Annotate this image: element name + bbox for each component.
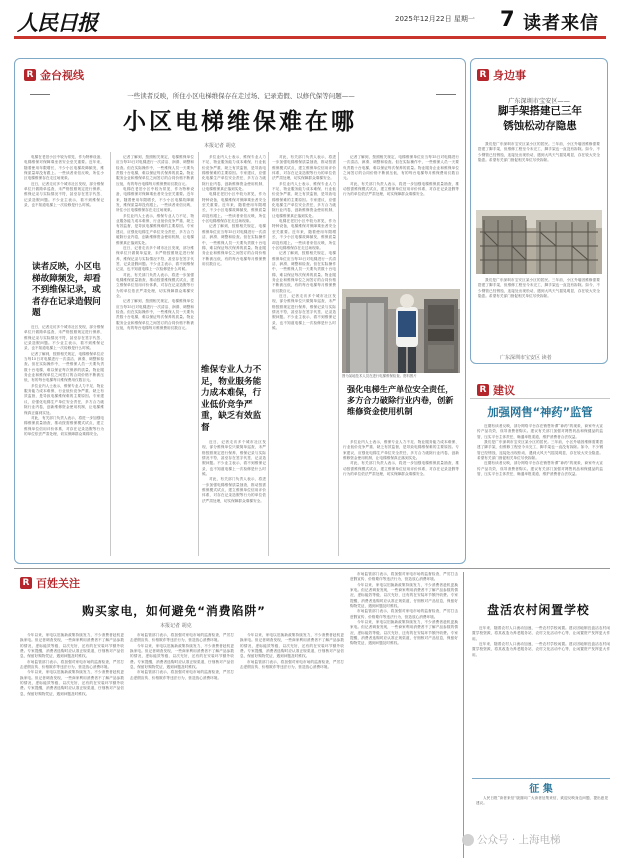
bottom-body-col2 (130, 633, 234, 858)
paragraph: 今年以来，家电以旧换新政策持续发力，不少消费者趁机更换家电。但记者调查发现，一些商家利用消费者不了解产品参数的情况，虚标能效等级、以次充好，还有的在安装环节额外收费。专家提醒，消费者选购时应认准正规渠道，仔细核对产品信息，保留好购物凭证，遇到问题及时维权。 (20, 633, 124, 659)
bottom-headline-2: 盘活农村闲置学校 (487, 603, 590, 617)
page-number: 7 (500, 7, 515, 31)
paragraph: 记者了解到，按照相关规定，电梯维保单位应当每15日对电梯进行一次清洁、润滑、调整和检查。但在实际操作中，一些维保人员一天要负责数十台电梯，难以保证每次保养的质量。物业服务企业和维保单位之间签订的合同价格不断被压低，有的每台电梯每月维保费用仅数百元。 (343, 155, 459, 181)
notice-title: 征 集 (529, 784, 553, 795)
paragraph: 近日，记者走访多个城市社区发现，部分维保单位只做简单巡查，未严格按照规定进行保养，维保记录与实际情况不符，甚至存在签字代签、记录造假问题。不少业主表示，看不到维保记录，也不知道电梯上一次检修是什么时候。 (272, 293, 336, 330)
paragraph: 近日，记者走访多个城市社区发现，部分维保单位只做简单巡查，未严格按照规定进行保养，维保记录与实际情况不符，甚至存在签字代签、记录造假问题。不少业主表示，看不到维保记录，也不知道电梯上一次检修是什么时候。 (116, 245, 194, 272)
sidebar-headline-line-1: 脚手架搭建已三年 (498, 105, 582, 117)
bottom-headline-1: 购买家电，如何避免“消费陷阱” (82, 604, 266, 618)
sidebar-column-tag (477, 67, 526, 83)
masthead (0, 0, 620, 40)
bottom-column-label: 百姓关注 (36, 577, 80, 590)
paragraph: 市场监管部门表示，将加强对家电市场的监督检查，严厉打击虚假宣传、价格欺诈等违法行为，营造放心消费环境。 (350, 572, 458, 582)
pullquote-1: 读者反映，小区电梯故障频发，却看不到维保记录，或者存在记录造假问题 (32, 262, 101, 318)
paragraph: 记者了解到，按照相关规定，电梯维保单位应当每15日对电梯进行一次清洁、润滑、调整和检查。但在实际操作中，一些维保人员一天要负责数十台电梯，难以保证每次保养的质量。物业服务企业和维保单位之间签订的合同价格不断被压低，有的每台电梯每月维保费用仅数百元。 (202, 224, 266, 266)
paragraph: 对此，有关部门负责人表示，将进一步加强电梯维保质量抽查，推动按需维保模式试点，建立维保单位信用评价体系，对存在记录造假等行为的单位依法严肃处理，切实保障群众乘梯安全。 (202, 477, 266, 503)
paragraph: 我们是广东深圳市宝安区某小区的居民。三年前，小区外墙因维修需要搭建了脚手架，但维修工程至今未完工，脚手架也一直没有拆除。如今，不少钢管已经锈蚀，连接处出现松动，遇到大风天气摇晃明显，存在较大安全隐患。希望有关部门督促相关单位尽快拆除。 (478, 278, 600, 299)
paragraph: 记者了解到，按照相关规定，电梯维保单位应当每15日对电梯进行一次清洁、润滑、调整和检查。但在实际操作中，一些维保人员一天要负责数十台电梯，难以保证每次保养的质量。物业服务企业和维保单位之间签订的合同价格不断被压低，有的每台电梯每月维保费用仅数百元。 (116, 299, 194, 330)
feature-body-col2 (116, 155, 194, 555)
sidebar-signature: 广东深圳市宝安区 读者 (500, 355, 552, 361)
paragraph: 对此，有关部门负责人表示，将进一步加强电梯维保质量抽查，推动按需维保模式试点，建立维保单位信用评价体系，对存在记录造假等行为的单位依法严肃处理，切实保障群众乘梯安全。 (272, 155, 336, 181)
bottom-column-tag (20, 575, 80, 591)
watermark (462, 832, 561, 847)
paragraph: 多位业内人士表示，维保专业人力不足、物业服务能力成本难保、行业低价竞争严重、缺乏有效监督，是导致电梯维保难的主要原因。专家建议，应强化电梯生产单位安全责任，多方合力破除行业内卷，创新维修资金使用机制，让电梯维保真正落到实处。 (202, 155, 266, 192)
section-divider (463, 572, 464, 858)
sidebar-body-top (478, 142, 600, 210)
bottom-body-right (472, 626, 610, 776)
paragraph: 多位业内人士表示，维保专业人力不足、物业服务能力成本难保、行业低价竞争严重、缺乏有效监督，是导致电梯维保难的主要原因。专家建议，应强化电梯生产单位安全责任，多方合力破除行业内卷，创新维修资金使用机制，让电梯维保真正落到实处。 (24, 383, 104, 415)
bottom-body-col1 (20, 633, 124, 858)
feature-body-col1-top (24, 155, 104, 259)
newspaper-logo: 人民日报 (17, 10, 97, 35)
column-divider (110, 152, 111, 556)
column-divider (198, 152, 199, 556)
paragraph: 近年来，随着农村人口流动加速，一些农村学校闲置。建议因地制宜盘活农村闲置学校资源，将其改造为养老服务站、农村文化活动中心等，让闲置资产发挥更大作用。 (472, 642, 610, 657)
watermark-text: 公众号 · 上海电梯 (477, 834, 561, 846)
bottom-byline-1: 本报记者 胡克 (160, 623, 192, 629)
notice-body (476, 796, 608, 830)
paragraph: 对此，有关部门负责人表示，将进一步加强电梯维保质量抽查，推动按需维保模式试点，建立维保单位信用评价体系，对存在记录造假等行为的单位依法严肃处理，切实保障群众乘梯安全。 (24, 415, 104, 436)
paragraph: 多位业内人士表示，维保专业人力不足、物业服务能力成本难保、行业低价竞争严重、缺乏有效监督，是导致电梯维保难的主要原因。专家建议，应强化电梯生产单位安全责任，多方合力破除行业内卷，创新维修资金使用机制，让电梯维保真正落到实处。 (272, 181, 336, 218)
bottom-body-col3 (240, 633, 344, 858)
section-rule (14, 568, 610, 569)
suggest-column-tag (477, 382, 515, 398)
paragraph: 市场监管部门表示，将加强对家电市场的监督检查，严厉打击虚假宣传、价格欺诈等违法行为，营造放心消费环境。 (240, 659, 344, 670)
column-icon: R (24, 69, 36, 81)
sidebar-headline-line-2: 锈蚀松动存隐患 (503, 120, 577, 132)
kicker-rule-right (436, 94, 456, 95)
column-icon: R (477, 69, 489, 81)
scaffold-photo-image (476, 210, 602, 274)
sidebar-headline (476, 104, 604, 134)
issue-date: 2025年12月22日 星期一 (395, 15, 475, 23)
photo-caption: 图为某地技术人员在进行电梯维保检查。资料图片 (342, 374, 417, 378)
page-name: 读者来信 (523, 13, 599, 34)
paragraph: 多位业内人士表示，维保专业人力不足、物业服务能力成本难保、行业低价竞争严重、缺乏有效监督，是导致电梯维保难的主要原因。专家建议，应强化电梯生产单位安全责任，多方合力破除行业内卷，创新维修资金使用机制，让电梯维保真正落到实处。 (116, 213, 194, 245)
feature-body-col1-bottom (24, 325, 104, 557)
column-divider (338, 152, 339, 556)
paragraph: 记者了解到，按照相关规定，电梯维保单位应当每15日对电梯进行一次清洁、润滑、调整和检查。但在实际操作中，一些维保人员一天要负责数十台电梯，难以保证每次保养的质量。物业服务企业和维保单位之间签订的合同价格不断被压低，有的每台电梯每月维保费用仅数百元。 (24, 351, 104, 383)
paragraph: 对此，有关部门负责人表示，将进一步加强电梯维保质量抽查，推动按需维保模式试点，建立维保单位信用评价体系，对存在记录造假等行为的单位依法严肃处理，切实保障群众乘梯安全。 (116, 272, 194, 298)
paragraph: 市场监管部门表示，将加强对家电市场的监督检查，严厉打击虚假宣传、价格欺诈等违法行为，营造放心消费环境。 (130, 670, 234, 680)
paragraph: 我们是广东深圳市宝安区某小区的居民。三年前，小区外墙因维修需要搭建了脚手架，但维修工程至今未完工，脚手架也一直没有拆除。如今，不少钢管已经锈蚀，连接处出现松动，遇到大风天气摇晃明显，存在较大安全隐患。希望有关部门督促相关单位尽快拆除。 (478, 142, 600, 163)
paragraph: 今年以来，家电以旧换新政策持续发力，不少消费者趁机更换家电。但记者调查发现，一些商家利用消费者不了解产品参数的情况，虚标能效等级、以次充好，还有的在安装环节额外收费。专家提醒，消费者选购时应认准正规渠道，仔细核对产品信息，保留好购物凭证，遇到问题及时维权。 (20, 670, 124, 696)
sidebar-kicker: 广东深圳市宝安区—— (508, 98, 570, 105)
column-divider (268, 152, 269, 556)
column-icon: R (20, 577, 32, 589)
feature-kicker: 一些读者反映，所住小区电梯维保存在走过场、记录造假、以修代保等问题—— (127, 92, 355, 100)
feature-headline: 小区电梯维保难在哪 (123, 109, 357, 135)
pullquote-3: 强化电梯生产单位安全责任，多方合力破除行业内卷，创新维修资金使用机制 (347, 384, 454, 416)
paragraph: 市场监管部门表示，将加强对家电市场的监督检查，严厉打击虚假宣传、价格欺诈等违法行为，营造放心消费环境。 (130, 633, 234, 643)
paragraph: 电梯在老旧小区中较为常见，作为特种设备，电梯维保对保障乘坐者安全至关重要。近年来，随着使用年限增长，不少小区电梯故障频发，维保质量却没有跟上。一些读者来信反映，所住小区电梯维保存在走过场现象。 (116, 187, 194, 213)
feature-column-tag (24, 67, 84, 83)
pullquote-2: 维保专业人力不足，物业服务能力成本难保，行业低价竞争严重，缺乏有效监督 (201, 365, 262, 433)
paragraph: 市场监管部门表示，将加强对家电市场的监督检查，严厉打击虚假宣传、价格欺诈等违法行为，营造放心消费环境。 (20, 659, 124, 670)
suggest-body (477, 424, 603, 560)
feature-body-col3-top (202, 155, 266, 359)
paragraph: 今年以来，家电以旧换新政策持续发力，不少消费者趁机更换家电。但记者调查发现，一些商家利用消费者不了解产品参数的情况，虚标能效等级、以次充好，还有的在安装环节额外收费。专家提醒，消费者选购时应认准正规渠道，仔细核对产品信息，保留好购物凭证，遇到问题及时维权。 (350, 620, 458, 646)
elevator-photo (342, 289, 460, 373)
sidebar-body-bottom (478, 278, 600, 352)
paragraph: 对此，有关部门负责人表示，将进一步加强电梯维保质量抽查，推动按需维保模式试点，建立维保单位信用评价体系，对存在记录造假等行为的单位依法严肃处理，切实保障群众乘梯安全。 (343, 461, 459, 477)
wechat-icon (462, 834, 474, 846)
paragraph: 今年以来，家电以旧换新政策持续发力，不少消费者趁机更换家电。但记者调查发现，一些商家利用消费者不了解产品参数的情况，虚标能效等级、以次充好，还有的在安装环节额外收费。专家提醒，消费者选购时应认准正规渠道，仔细核对产品信息，保留好购物凭证，遇到问题及时维权。 (240, 633, 344, 659)
paragraph: 近期有读者反映，部分网络平台存在销售所谓“神药”的现象，商家夸大宣传产品功效，误导消费者购买。建议有关部门加强对网售药品和保健品的监管，压实平台主体责任，畅通举报渠道，维护消费者合法权益。 (477, 424, 603, 439)
bottom-body-col4 (350, 572, 458, 858)
paragraph: 近日，记者走访多个城市社区发现，部分维保单位只做简单巡查，未严格按照规定进行保养，维保记录与实际情况不符，甚至存在签字代签、记录造假问题。不少业主表示，看不到维保记录，也不知道电梯上一次检修是什么时候。 (24, 325, 104, 351)
feature-body-col5-top (343, 155, 459, 285)
feature-body-col3-bottom (202, 440, 266, 556)
scaffold-photo (476, 210, 602, 274)
suggest-headline: 加强网售“神药”监管 (487, 406, 593, 419)
paragraph: 近期有读者反映，部分网络平台存在销售所谓“神药”的现象，商家夸大宣传产品功效，误导消费者购买。建议有关部门加强对网售药品和保健品的监管，压实平台主体责任，畅通举报渠道，维护消费者合法权益。 (477, 461, 603, 477)
paragraph: 今年以来，家电以旧换新政策持续发力，不少消费者趁机更换家电。但记者调查发现，一些商家利用消费者不了解产品参数的情况，虚标能效等级、以次充好，还有的在安装环节额外收费。专家提醒，消费者选购时应认准正规渠道，仔细核对产品信息，保留好购物凭证，遇到问题及时维权。 (130, 643, 234, 670)
paragraph: 记者了解到，按照相关规定，电梯维保单位应当每15日对电梯进行一次清洁、润滑、调整和检查。但在实际操作中，一些维保人员一天要负责数十台电梯，难以保证每次保养的质量。物业服务企业和维保单位之间签订的合同价格不断被压低，有的每台电梯每月维保费用仅数百元。 (116, 155, 194, 186)
feature-body-col5-bottom (343, 440, 459, 556)
paragraph: 电梯在老旧小区中较为常见，作为特种设备，电梯维保对保障乘坐者安全至关重要。近年来，随着使用年限增长，不少小区电梯故障频发，维保质量却没有跟上。一些读者来信反映，所住小区电梯维保存在走过场现象。 (272, 219, 336, 250)
paragraph: 记者了解到，按照相关规定，电梯维保单位应当每15日对电梯进行一次清洁、润滑、调整和检查。但在实际操作中，一些维保人员一天要负责数十台电梯，难以保证每次保养的质量。物业服务企业和维保单位之间签订的合同价格不断被压低，有的每台电梯每月维保费用仅数百元。 (272, 251, 336, 293)
kicker-rule-left (30, 94, 50, 95)
feature-body-col4 (272, 155, 336, 555)
suggest-column-label: 建议 (493, 384, 515, 397)
paragraph: 近日，记者走访多个城市社区发现，部分维保单位只做简单巡查，未严格按照规定进行保养，维保记录与实际情况不符，甚至存在签字代签、记录造假问题。不少业主表示，看不到维保记录，也不知道电梯上一次检修是什么时候。 (24, 181, 104, 208)
paragraph: 市场监管部门表示，将加强对家电市场的监督检查，严厉打击虚假宣传、价格欺诈等违法行为，营造放心消费环境。 (350, 609, 458, 619)
paragraph: 电梯在老旧小区中较为常见，作为特种设备，电梯维保对保障乘坐者安全至关重要。近年来，随着使用年限增长，不少小区电梯故障频发，维保质量却没有跟上。一些读者来信反映，所住小区电梯维保存在走过场现象。 (202, 192, 266, 224)
elevator-photo-image (342, 289, 460, 373)
sidebar-column-label: 身边事 (493, 69, 526, 82)
column-icon: R (477, 384, 489, 396)
paragraph: 对此，有关部门负责人表示，将进一步加强电梯维保质量抽查，推动按需维保模式试点，建立维保单位信用评价体系，对存在记录造假等行为的单位依法严肃处理，切实保障群众乘梯安全。 (343, 181, 459, 197)
paragraph: 今年以来，家电以旧换新政策持续发力，不少消费者趁机更换家电。但记者调查发现，一些商家利用消费者不了解产品参数的情况，虚标能效等级、以次充好，还有的在安装环节额外收费。专家提醒，消费者选购时应认准正规渠道，仔细核对产品信息，保留好购物凭证，遇到问题及时维权。 (350, 582, 458, 609)
paragraph: 近年来，随着农村人口流动加速，一些农村学校闲置。建议因地制宜盘活农村闲置学校资源，将其改造为养老服务站、农村文化活动中心等，让闲置资产发挥更大作用。 (472, 626, 610, 641)
feature-column-label: 金台视线 (40, 69, 84, 82)
paragraph: 多位业内人士表示，维保专业人力不足、物业服务能力成本难保、行业低价竞争严重、缺乏有效监督，是导致电梯维保难的主要原因。专家建议，应强化电梯生产单位安全责任，多方合力破除行业内卷，创新维修资金使用机制，让电梯维保真正落到实处。 (343, 440, 459, 461)
masthead-rule (14, 36, 606, 39)
paragraph: 电梯在老旧小区中较为常见，作为特种设备，电梯维保对保障乘坐者安全至关重要。近年来，随着使用年限增长，不少小区电梯故障频发，维保质量却没有跟上。一些读者来信反映，所住小区电梯维保存在走过场现象。 (24, 155, 104, 181)
paragraph: 我们是广东深圳市宝安区某小区的居民。三年前，小区外墙因维修需要搭建了脚手架，但维修工程至今未完工，脚手架也一直没有拆除。如今，不少钢管已经锈蚀，连接处出现松动，遇到大风天气摇晃明显，存在较大安全隐患。希望有关部门督促相关单位尽快拆除。 (477, 440, 603, 461)
paragraph: 人民日报“读者来信”版面向广大读者征集来信，欢迎反映身边问题、提出意见建议。 (476, 796, 608, 806)
feature-byline: 本报记者 胡克 (204, 143, 236, 149)
suggest-rule (470, 398, 610, 399)
paragraph: 近日，记者走访多个城市社区发现，部分维保单位只做简单巡查，未严格按照规定进行保养，维保记录与实际情况不符，甚至存在签字代签、记录造假问题。不少业主表示，看不到维保记录，也不知道电梯上一次检修是什么时候。 (202, 440, 266, 477)
